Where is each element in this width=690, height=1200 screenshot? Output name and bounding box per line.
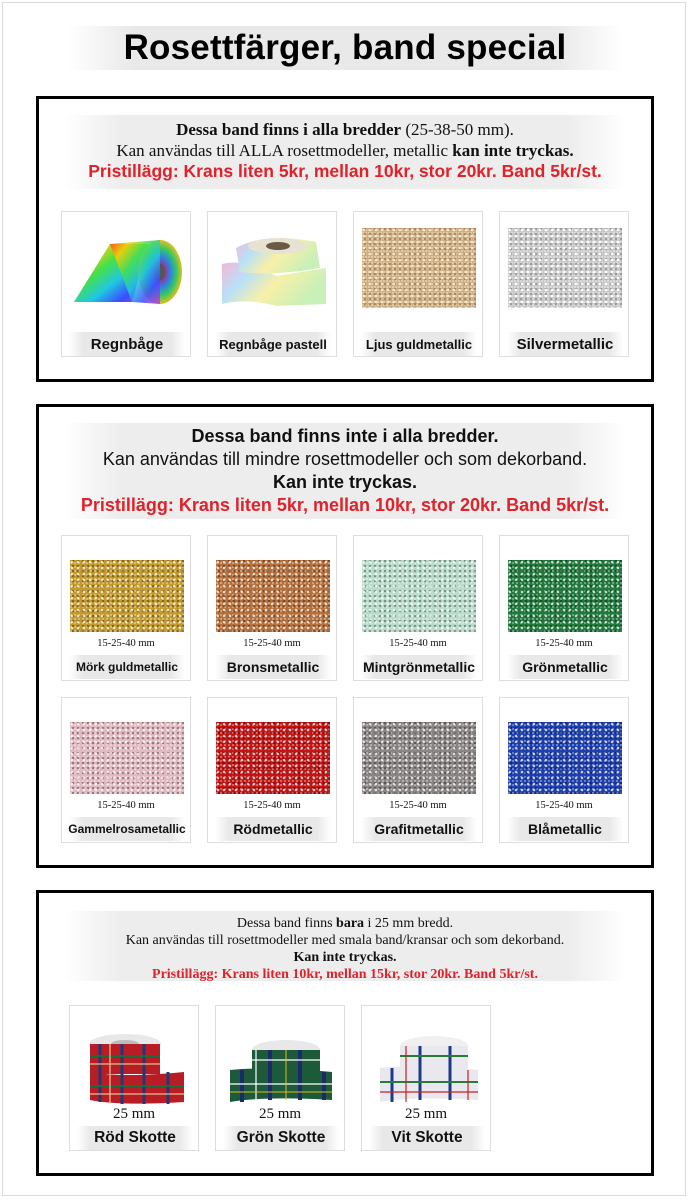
info-bold: Kan inte tryckas. xyxy=(293,950,397,965)
ribbon-size: 15-25-40 mm xyxy=(97,638,155,649)
ribbon-label: Silvermetallic xyxy=(507,332,623,356)
info-line-1 xyxy=(65,915,625,932)
info-text: i 25 mm bredd. xyxy=(364,916,454,931)
ribbon-size: 25 mm xyxy=(112,1106,156,1122)
ribbon-card[interactable] xyxy=(499,697,629,843)
ribbon-label: Blåmetallic xyxy=(507,817,623,841)
ribbon-label: Vit Skotte xyxy=(369,1126,485,1150)
price-surcharge: Pristillägg: Krans liten 10kr, mellan 15kr, stor 20kr. Band 5kr/st. xyxy=(152,967,538,982)
info-text: Kan användas till mindre rosettmodeller och som dekorband. xyxy=(102,449,588,469)
ribbon-card[interactable] xyxy=(361,1005,491,1151)
ribbon-card[interactable] xyxy=(353,697,483,843)
info-line-2 xyxy=(65,140,625,161)
ribbon-label: Ljus guldmetallic xyxy=(361,332,477,356)
silver-metallic-swatch xyxy=(508,228,622,308)
ribbon-size: 15-25-40 mm xyxy=(535,800,593,811)
ribbon-size: 25 mm xyxy=(258,1106,302,1122)
ribbon-label: Bronsmetallic xyxy=(215,655,331,679)
rainbow-ribbon-image xyxy=(70,228,184,308)
red-tartan-ribbon-image xyxy=(80,1020,190,1106)
ribbon-card[interactable] xyxy=(499,211,629,357)
ribbon-label: Mintgrönmetallic xyxy=(361,655,477,679)
metallic-swatch xyxy=(362,560,476,632)
metallic-swatch xyxy=(508,722,622,794)
ribbon-label: Rödmetallic xyxy=(215,817,331,841)
section-info xyxy=(65,911,625,981)
ribbon-label: Grön Skotte xyxy=(223,1126,339,1150)
ribbon-size: 15-25-40 mm xyxy=(243,638,301,649)
ribbon-size: 15-25-40 mm xyxy=(389,800,447,811)
section-all-widths xyxy=(36,96,654,382)
ribbon-card[interactable] xyxy=(499,535,629,681)
info-text: Kan användas till ALLA rosettmodeller, metallic xyxy=(116,141,453,160)
info-bold: Dessa band finns inte i alla bredder. xyxy=(191,426,499,446)
light-gold-metallic-swatch xyxy=(362,228,476,308)
ribbon-card[interactable] xyxy=(207,697,337,843)
price-surcharge: Pristillägg: Krans liten 5kr, mellan 10kr, stor 20kr. Band 5kr/st. xyxy=(88,161,602,181)
ribbon-card[interactable] xyxy=(207,535,337,681)
metallic-swatch xyxy=(216,722,330,794)
ribbon-card[interactable] xyxy=(215,1005,345,1151)
section-limited-widths xyxy=(36,404,654,868)
info-bold: Kan inte tryckas. xyxy=(272,472,418,492)
metallic-swatch xyxy=(70,560,184,632)
section-info xyxy=(65,115,625,189)
metallic-swatch xyxy=(70,722,184,794)
white-tartan-ribbon-image xyxy=(372,1020,482,1106)
ribbon-card[interactable] xyxy=(207,211,337,357)
metallic-swatch xyxy=(362,722,476,794)
title-banner xyxy=(68,26,622,70)
ribbon-card[interactable] xyxy=(69,1005,199,1151)
ribbon-card[interactable] xyxy=(353,211,483,357)
metallic-swatch xyxy=(216,560,330,632)
section-info xyxy=(65,423,625,519)
metallic-swatch xyxy=(508,560,622,632)
info-bold: bara xyxy=(336,916,365,931)
ribbon-card[interactable] xyxy=(61,697,191,843)
ribbon-label: Regnbåge pastell xyxy=(215,332,331,356)
ribbon-label: Grafitmetallic xyxy=(361,817,477,841)
ribbon-label: Mörk guldmetallic xyxy=(69,655,185,679)
info-text: (25-38-50 mm). xyxy=(401,120,514,139)
price-surcharge: Pristillägg: Krans liten 5kr, mellan 10kr, stor 20kr. Band 5kr/st. xyxy=(80,495,610,515)
page-title: Rosettfärger, band special xyxy=(123,28,567,67)
ribbon-size: 15-25-40 mm xyxy=(389,638,447,649)
ribbon-size: 25 mm xyxy=(404,1106,448,1122)
ribbon-label: Gammelrosametallic xyxy=(69,817,185,841)
ribbon-label: Röd Skotte xyxy=(77,1126,193,1150)
info-bold: kan inte tryckas. xyxy=(452,141,574,160)
ribbon-label: Grönmetallic xyxy=(507,655,623,679)
section-25mm-only xyxy=(36,890,654,1176)
info-line-1 xyxy=(65,119,625,140)
ribbon-card[interactable] xyxy=(61,211,191,357)
green-tartan-ribbon-image xyxy=(226,1020,336,1106)
info-text: Dessa band finns xyxy=(236,916,337,931)
info-text: Kan användas till rosettmodeller med smala band/kransar och som dekorband. xyxy=(125,933,565,948)
pastel-rainbow-ribbon-image xyxy=(216,228,330,308)
ribbon-size: 15-25-40 mm xyxy=(97,800,155,811)
ribbon-size: 15-25-40 mm xyxy=(243,800,301,811)
info-bold: Dessa band finns i alla bredder xyxy=(176,120,402,139)
ribbon-size: 15-25-40 mm xyxy=(535,638,593,649)
ribbon-card[interactable] xyxy=(61,535,191,681)
ribbon-card[interactable] xyxy=(353,535,483,681)
ribbon-label: Regnbåge xyxy=(69,332,185,356)
